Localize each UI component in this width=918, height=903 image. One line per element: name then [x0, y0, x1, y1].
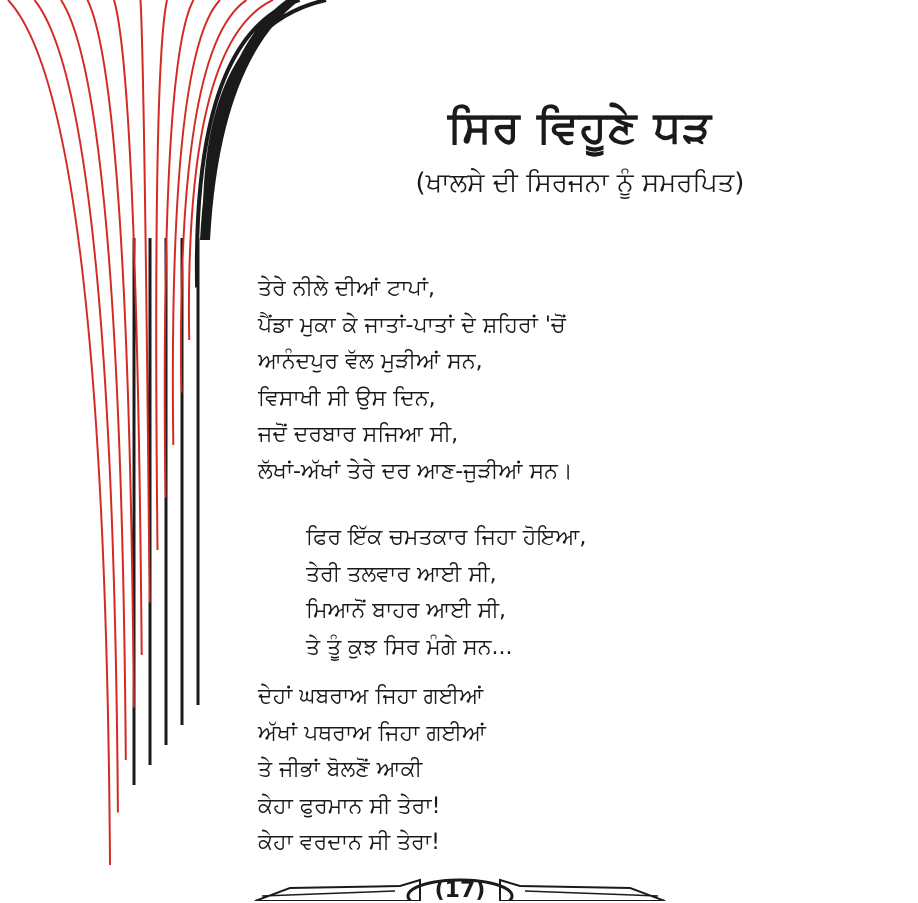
verse-line: ਅੱਖਾਂ ਪਥਰਾਅ ਜਿਹਾ ਗਈਆਂ [258, 720, 487, 746]
verse-line: ਤੇ ਤੂੰ ਕੁਝ ਸਿਰ ਮੰਗੇ ਸਨ... [306, 634, 513, 660]
verse-line: ਕੇਹਾ ਫੁਰਮਾਨ ਸੀ ਤੇਰਾ! [258, 793, 441, 819]
verse-line: ਲੱਖਾਂ-ਅੱਖਾਂ ਤੇਰੇ ਦਰ ਆਣ-ਜੁੜੀਆਂ ਸਨ। [258, 458, 573, 484]
verse-line: ਤੇ ਜੀਭਾਂ ਬੋਲਣੋਂ ਆਕੀ [258, 757, 423, 782]
stanza-2 [306, 520, 586, 666]
verse-line: ਤੇਰੇ ਨੀਲੇ ਦੀਆਂ ਟਾਪਾਂ, [258, 276, 435, 301]
curved-stripe [181, 0, 247, 393]
stanza-3 [258, 679, 486, 862]
poem-subtitle: (ਖਾਲਸੇ ਦੀ ਸਿਰਜਨਾ ਨੂੰ ਸਮਰਪਿਤ) [415, 168, 745, 198]
poem-title: ਸਿਰ ਵਿਹੂਣੇ ਧੜ [447, 102, 713, 153]
verse-line: ਵਿਸਾਖੀ ਸੀ ਉਸ ਦਿਨ, [258, 385, 436, 411]
stanza-1 [258, 271, 573, 490]
verse-line: ਫਿਰ ਇੱਕ ਚਮਤਕਾਰ ਜਿਹਾ ਹੋਇਆ, [306, 525, 587, 550]
curved-stripe [141, 0, 150, 603]
curved-stripe [35, 0, 118, 813]
verse-line: ਮਿਆਨੋਂ ਬਾਹਰ ਆਈ ਸੀ, [306, 598, 507, 623]
page-number: (17) [434, 878, 486, 903]
verse-line: ਪੈਂਡਾ ਮੁਕਾ ਕੇ ਜਾਤਾਂ-ਪਾਤਾਂ ਦੇ ਸ਼ਹਿਰਾਂ 'ਚੋਂ [258, 312, 566, 338]
verse-line: ਤੇਰੀ ਤਲਵਾਰ ਆਈ ਸੀ, [306, 561, 497, 587]
curved-stripe [114, 0, 142, 655]
verse-line: ਕੇਹਾ ਵਰਦਾਨ ਸੀ ਤੇਰਾ! [258, 830, 440, 855]
verse-line: ਜਦੋਂ ਦਰਬਾਰ ਸਜਿਆ ਸੀ, [258, 422, 459, 447]
verse-line: ਦੇਹਾਂ ਘਬਰਾਅ ਜਿਹਾ ਗਈਆਂ [258, 684, 484, 709]
verse-line: ਆਨੰਦਪੁਰ ਵੱਲ ਮੁੜੀਆਂ ਸਨ, [258, 349, 483, 374]
